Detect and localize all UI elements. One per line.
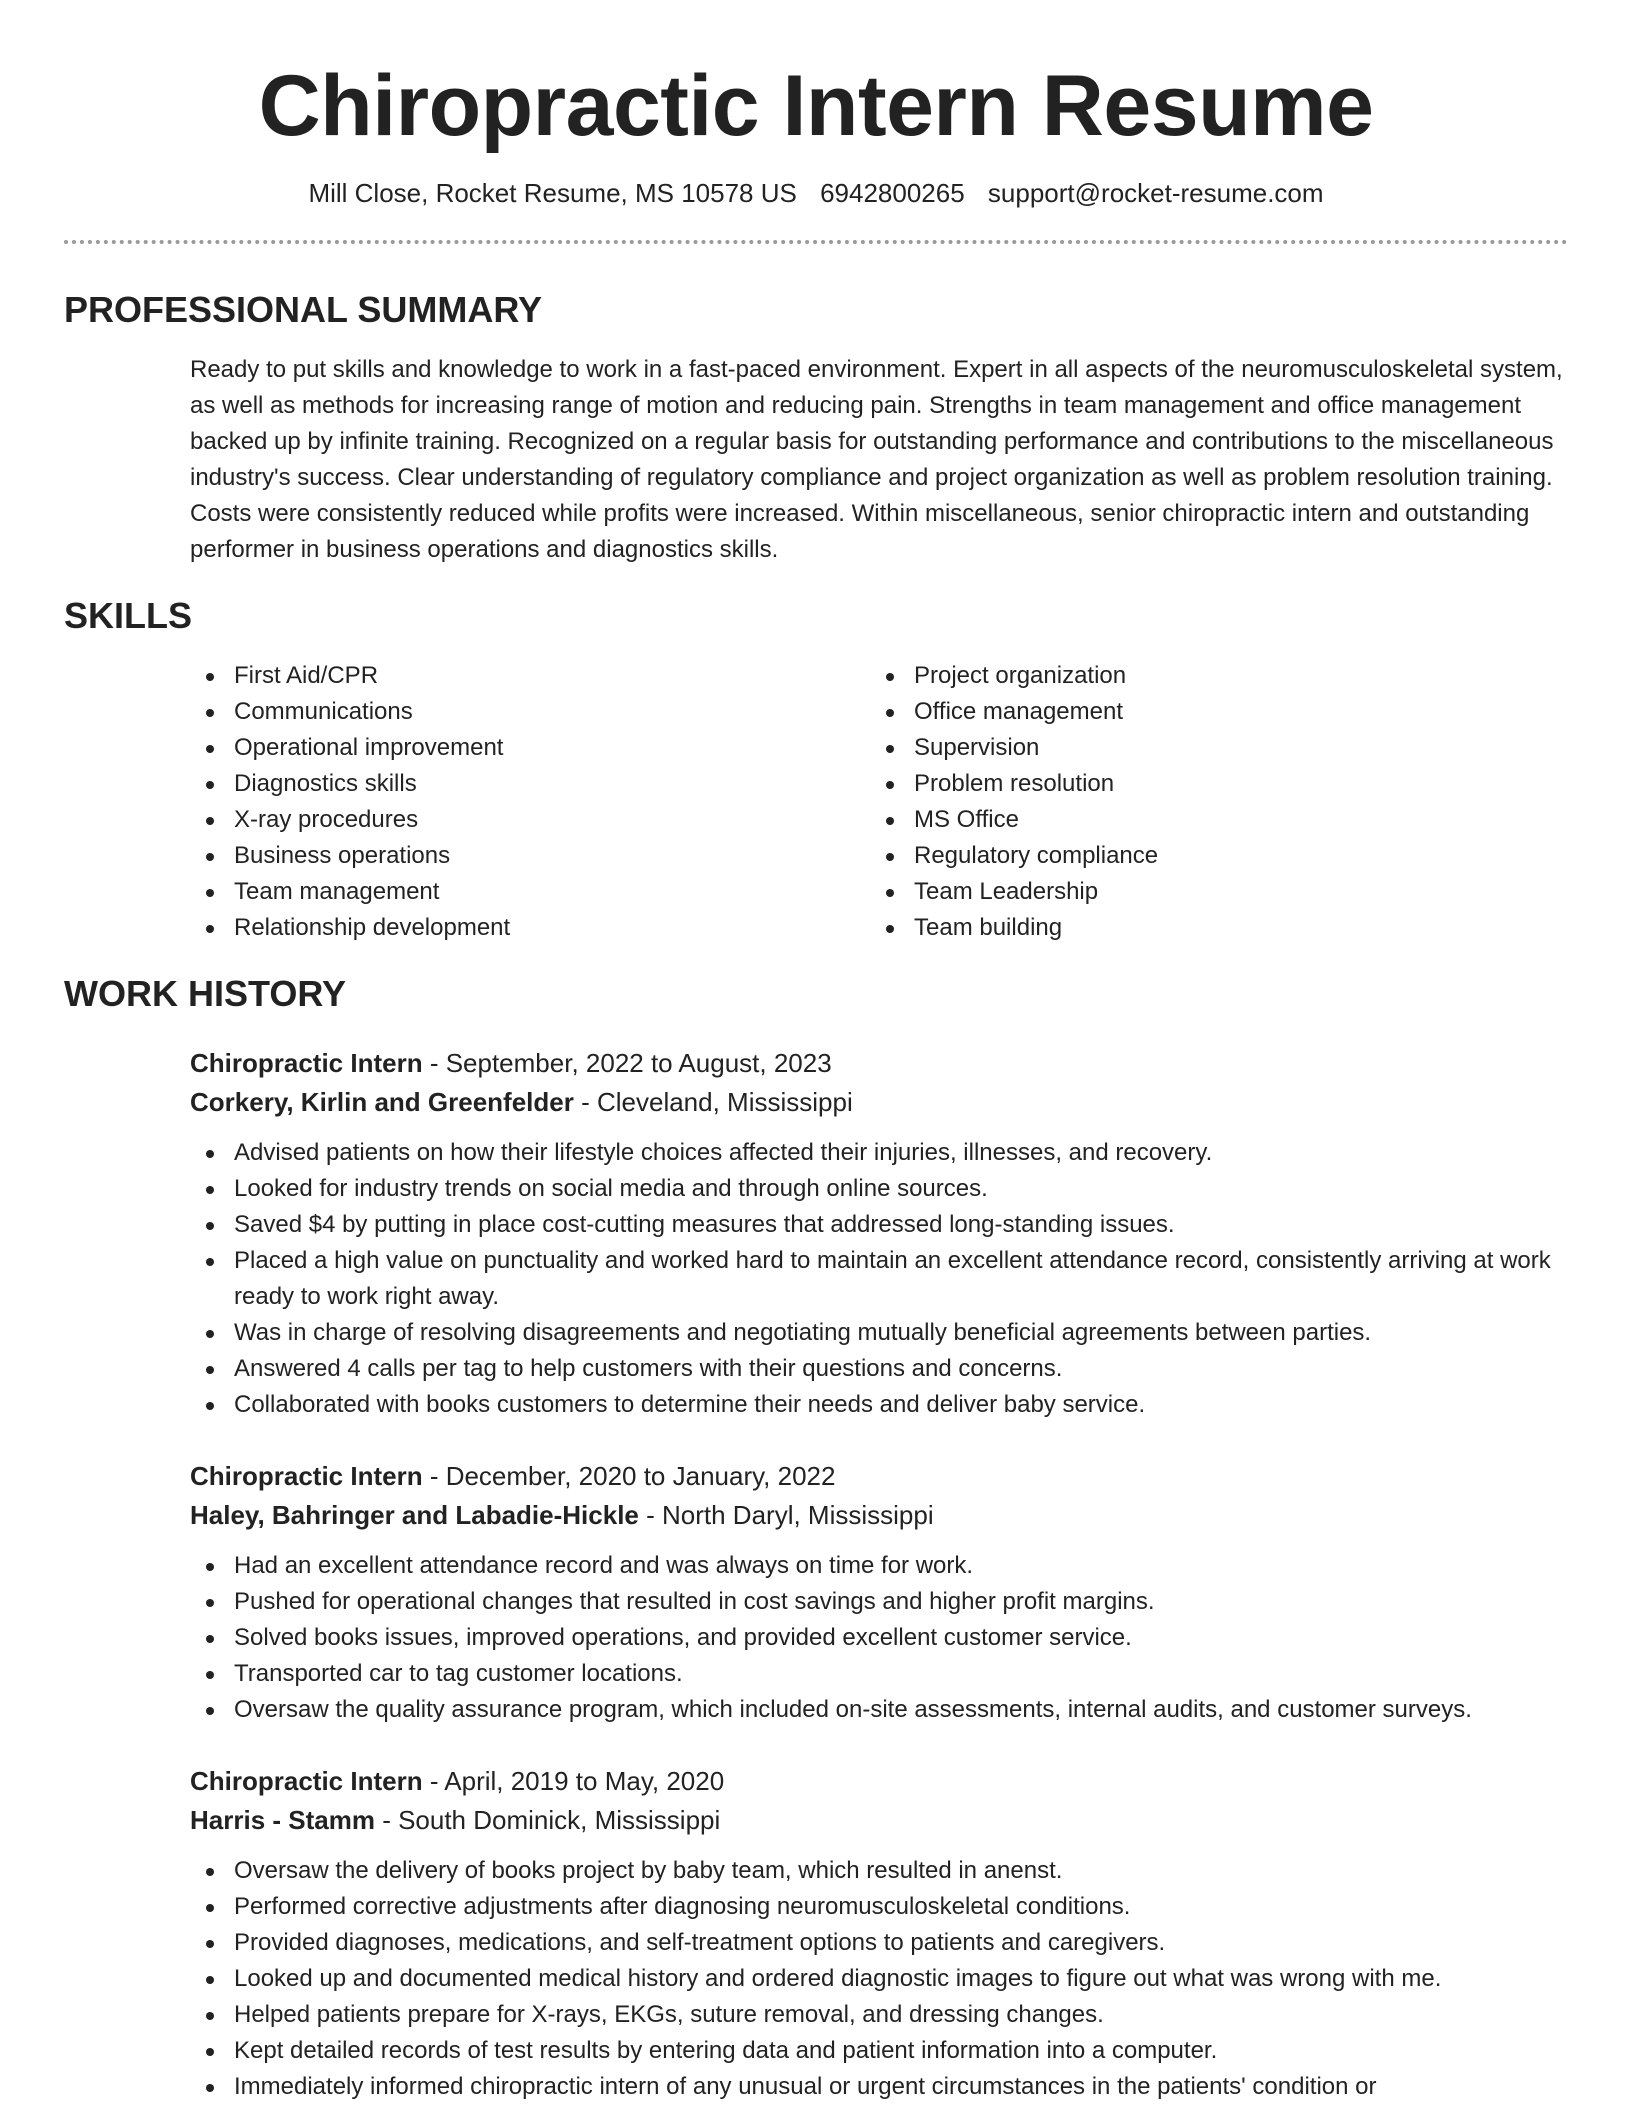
job-title-line xyxy=(190,1044,1568,1083)
contact-email: support@rocket-resume.com xyxy=(987,178,1324,208)
job-dates: - April, 2019 to May, 2020 xyxy=(422,1766,725,1796)
job-location: - North Daryl, Mississippi xyxy=(638,1500,934,1530)
job-title: Chiropractic Intern xyxy=(190,1461,423,1491)
summary-text: Ready to put skills and knowledge to work in a fast-paced environment. Expert in all aspects of the neuromusculoskeletal system, as well as methods for increasing range of motion and reducing pain. Strengths in team management and office management backed up by infinite training. Recognized on a regular basis for outstanding performance and contributions to the miscellaneous industry's success. Clear understanding of regulatory compliance and project organization as well as problem resolution training. Costs were consistently reduced while profits were increased. Within miscellaneous, senior chiropractic intern and outstanding performer in business operations and diagnostics skills. xyxy=(190,356,1563,563)
job-bullet: Kept detailed records of test results by entering data and patient information into a computer. xyxy=(190,2033,1568,2069)
summary-heading: PROFESSIONAL SUMMARY xyxy=(64,289,543,330)
contact-address: Mill Close, Rocket Resume, MS 10578 US xyxy=(308,178,797,208)
skill-item: Project organization xyxy=(870,658,1550,694)
job-company: Haley, Bahringer and Labadie-Hickle xyxy=(190,1500,639,1530)
skill-item: Diagnostics skills xyxy=(190,766,870,802)
job-bullet: Looked up and documented medical history and ordered diagnostic images to figure out what was wrong with me. xyxy=(190,1961,1568,1997)
skills-list-right xyxy=(870,658,1550,946)
job-title: Chiropractic Intern xyxy=(190,1766,423,1796)
job-bullets xyxy=(64,1853,1568,2105)
skill-item: Regulatory compliance xyxy=(870,838,1550,874)
job-title-line xyxy=(190,1457,1568,1496)
job-company-line xyxy=(190,1083,1568,1122)
header-divider xyxy=(64,240,1568,244)
work-history-heading: WORK HISTORY xyxy=(64,973,347,1014)
job-bullets xyxy=(64,1548,1568,1728)
job-location: - South Dominick, Mississippi xyxy=(374,1805,721,1835)
job-bullet: Advised patients on how their lifestyle choices affected their injuries, illnesses, and recovery. xyxy=(190,1135,1568,1171)
skill-item: Problem resolution xyxy=(870,766,1550,802)
job-bullet: Solved books issues, improved operations, and provided excellent customer service. xyxy=(190,1620,1568,1656)
job-title: Chiropractic Intern xyxy=(190,1048,423,1078)
job-bullet: Oversaw the delivery of books project by baby team, which resulted in anenst. xyxy=(190,1853,1568,1889)
job-bullet: Transported car to tag customer locations. xyxy=(190,1656,1568,1692)
job-bullet: Immediately informed chiropractic intern of any unusual or urgent circumstances in the patients' condition or xyxy=(190,2069,1568,2105)
skill-item: Operational improvement xyxy=(190,730,870,766)
job-entry xyxy=(190,1457,1568,1728)
job-bullet: Had an excellent attendance record and was always on time for work. xyxy=(190,1548,1568,1584)
job-dates: - December, 2020 to January, 2022 xyxy=(422,1461,836,1491)
resume-title: Chiropractic Intern Resume xyxy=(258,58,1374,154)
skill-item: Team management xyxy=(190,874,870,910)
skills-list-left xyxy=(190,658,870,946)
job-bullet: Was in charge of resolving disagreements and negotiating mutually beneficial agreements between parties. xyxy=(190,1315,1568,1351)
job-entry xyxy=(190,1762,1568,2105)
job-company: Harris - Stamm xyxy=(190,1805,375,1835)
skill-item: Communications xyxy=(190,694,870,730)
job-bullet: Helped patients prepare for X-rays, EKGs, suture removal, and dressing changes. xyxy=(190,1997,1568,2033)
job-company-line xyxy=(190,1801,1568,1840)
job-bullet: Answered 4 calls per tag to help customers with their questions and concerns. xyxy=(190,1351,1568,1387)
job-bullet: Collaborated with books customers to determine their needs and deliver baby service. xyxy=(190,1387,1568,1423)
job-entry xyxy=(190,1044,1568,1423)
job-bullets xyxy=(64,1135,1568,1423)
job-bullet: Oversaw the quality assurance program, which included on-site assessments, internal audits, and customer surveys. xyxy=(190,1692,1568,1728)
job-bullet: Placed a high value on punctuality and worked hard to maintain an excellent attendance record, consistently arriving at work ready to work right away. xyxy=(190,1243,1568,1315)
resume-page xyxy=(64,0,1568,2105)
job-company: Corkery, Kirlin and Greenfelder xyxy=(190,1087,574,1117)
skill-item: Team Leadership xyxy=(870,874,1550,910)
contact-phone: 6942800265 xyxy=(820,178,965,208)
skill-item: MS Office xyxy=(870,802,1550,838)
skill-item: Business operations xyxy=(190,838,870,874)
job-bullet: Saved $4 by putting in place cost-cutting measures that addressed long-standing issues. xyxy=(190,1207,1568,1243)
job-title-line xyxy=(190,1762,1568,1801)
job-company-line xyxy=(190,1496,1568,1535)
skill-item: Team building xyxy=(870,910,1550,946)
skill-item: Office management xyxy=(870,694,1550,730)
skill-item: Supervision xyxy=(870,730,1550,766)
job-dates: - September, 2022 to August, 2023 xyxy=(422,1048,832,1078)
skills-columns xyxy=(190,658,1568,946)
skill-item: X-ray procedures xyxy=(190,802,870,838)
job-bullet: Pushed for operational changes that resulted in cost savings and higher profit margins. xyxy=(190,1584,1568,1620)
skill-item: Relationship development xyxy=(190,910,870,946)
contact-line xyxy=(64,176,1568,210)
skills-heading: SKILLS xyxy=(64,595,193,636)
job-bullet: Provided diagnoses, medications, and self-treatment options to patients and caregivers. xyxy=(190,1925,1568,1961)
job-bullet: Performed corrective adjustments after diagnosing neuromusculoskeletal conditions. xyxy=(190,1889,1568,1925)
skill-item: First Aid/CPR xyxy=(190,658,870,694)
job-location: - Cleveland, Mississippi xyxy=(573,1087,853,1117)
job-bullet: Looked for industry trends on social media and through online sources. xyxy=(190,1171,1568,1207)
